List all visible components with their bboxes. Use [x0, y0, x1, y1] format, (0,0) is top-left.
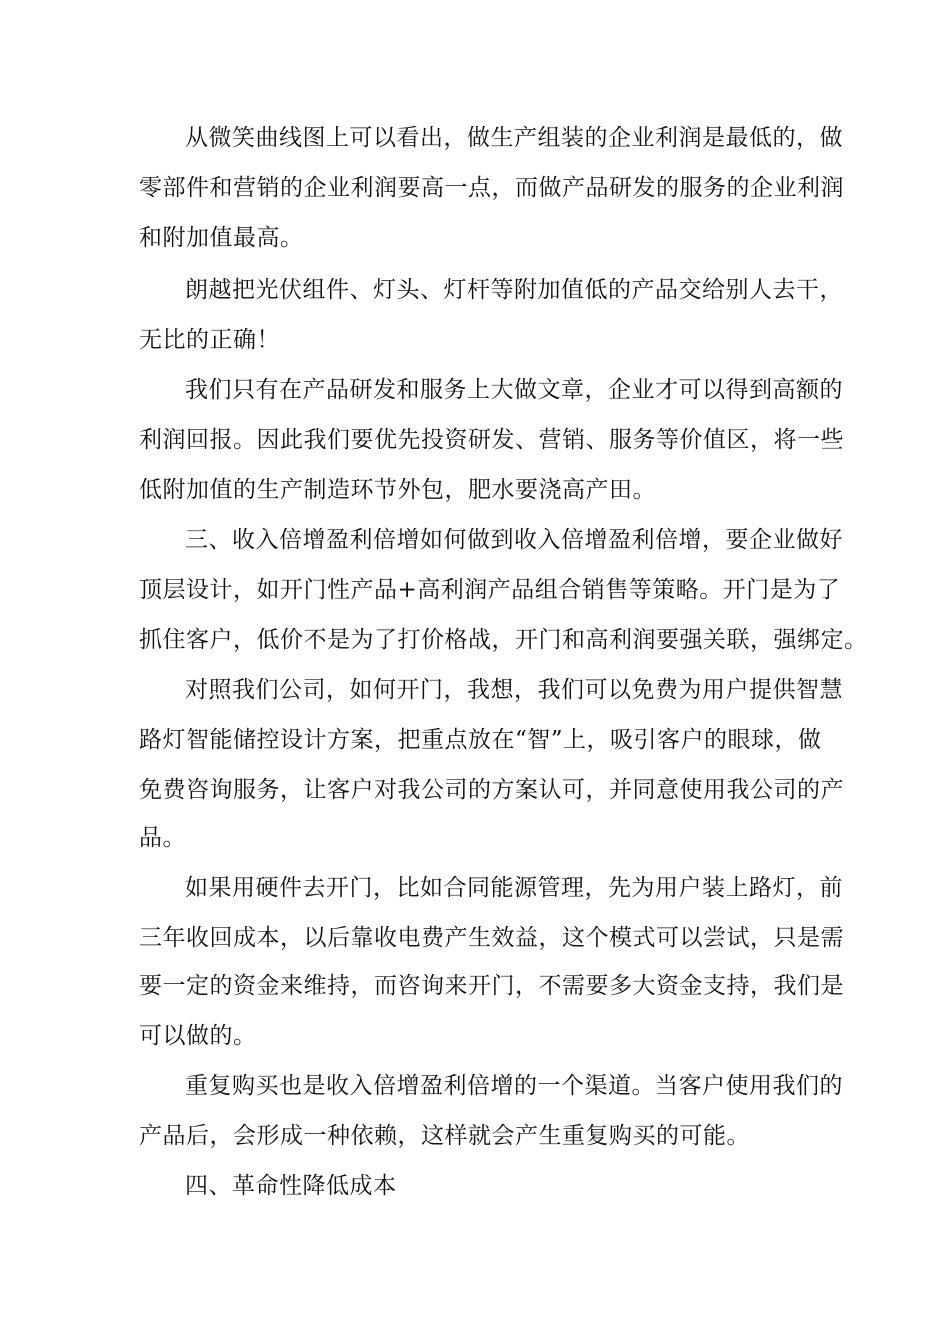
paragraph-line: 品。 — [139, 825, 186, 851]
paragraph-line: 无比的正确！ — [139, 327, 280, 353]
paragraph-line: 可以做的。 — [139, 1023, 257, 1049]
paragraph-line: 产品后，会形成一种依赖，这样就会产生重复购买的可能。 — [139, 1123, 750, 1149]
paragraph-line: 顶层设计，如开门性产品+高利润产品组合销售等策略。开门是为了 — [139, 577, 841, 603]
paragraph-line: 三年收回成本，以后靠收电费产生效益，这个模式可以尝试，只是需 — [139, 925, 844, 951]
paragraph-line: 朗越把光伏组件、灯头、灯杆等附加值低的产品交给别人去干， — [185, 277, 843, 303]
paragraph-line: 零部件和营销的企业利润要高一点，而做产品研发的服务的企业利润 — [139, 175, 844, 201]
paragraph-line: 路灯智能储控设计方案，把重点放在“智”上，吸引客户的眼球，做 — [139, 727, 822, 753]
paragraph-line: 从微笑曲线图上可以看出，做生产组装的企业利润是最低的，做 — [185, 125, 843, 151]
paragraph-line: 抓住客户，低价不是为了打价格战，开门和高利润要强关联，强绑定。 — [139, 627, 868, 653]
paragraph-line: 我们只有在产品研发和服务上大做文章，企业才可以得到高额的 — [185, 377, 843, 403]
paragraph-line: 对照我们公司，如何开门，我想，我们可以免费为用户提供智慧 — [185, 677, 843, 703]
paragraph-line: 重复购买也是收入倍增盈利倍增的一个渠道。当客户使用我们的 — [185, 1073, 843, 1099]
section-heading-line: 三、收入倍增盈利倍增如何做到收入倍增盈利倍增，要企业做好 — [185, 527, 843, 553]
paragraph-line: 利润回报。因此我们要优先投资研发、营销、服务等价值区，将一些 — [139, 427, 844, 453]
paragraph-line: 要一定的资金来维持，而咨询来开门，不需要多大资金支持，我们是 — [139, 973, 844, 999]
section-heading-line: 四、革命性降低成本 — [185, 1173, 397, 1199]
paragraph-line: 如果用硬件去开门，比如合同能源管理，先为用户装上路灯，前 — [185, 875, 843, 901]
paragraph-line: 免费咨询服务，让客户对我公司的方案认可，并同意使用我公司的产 — [139, 777, 844, 803]
paragraph-line: 和附加值最高。 — [139, 225, 304, 251]
paragraph-line: 低附加值的生产制造环节外包，肥水要浇高产田。 — [139, 477, 656, 503]
